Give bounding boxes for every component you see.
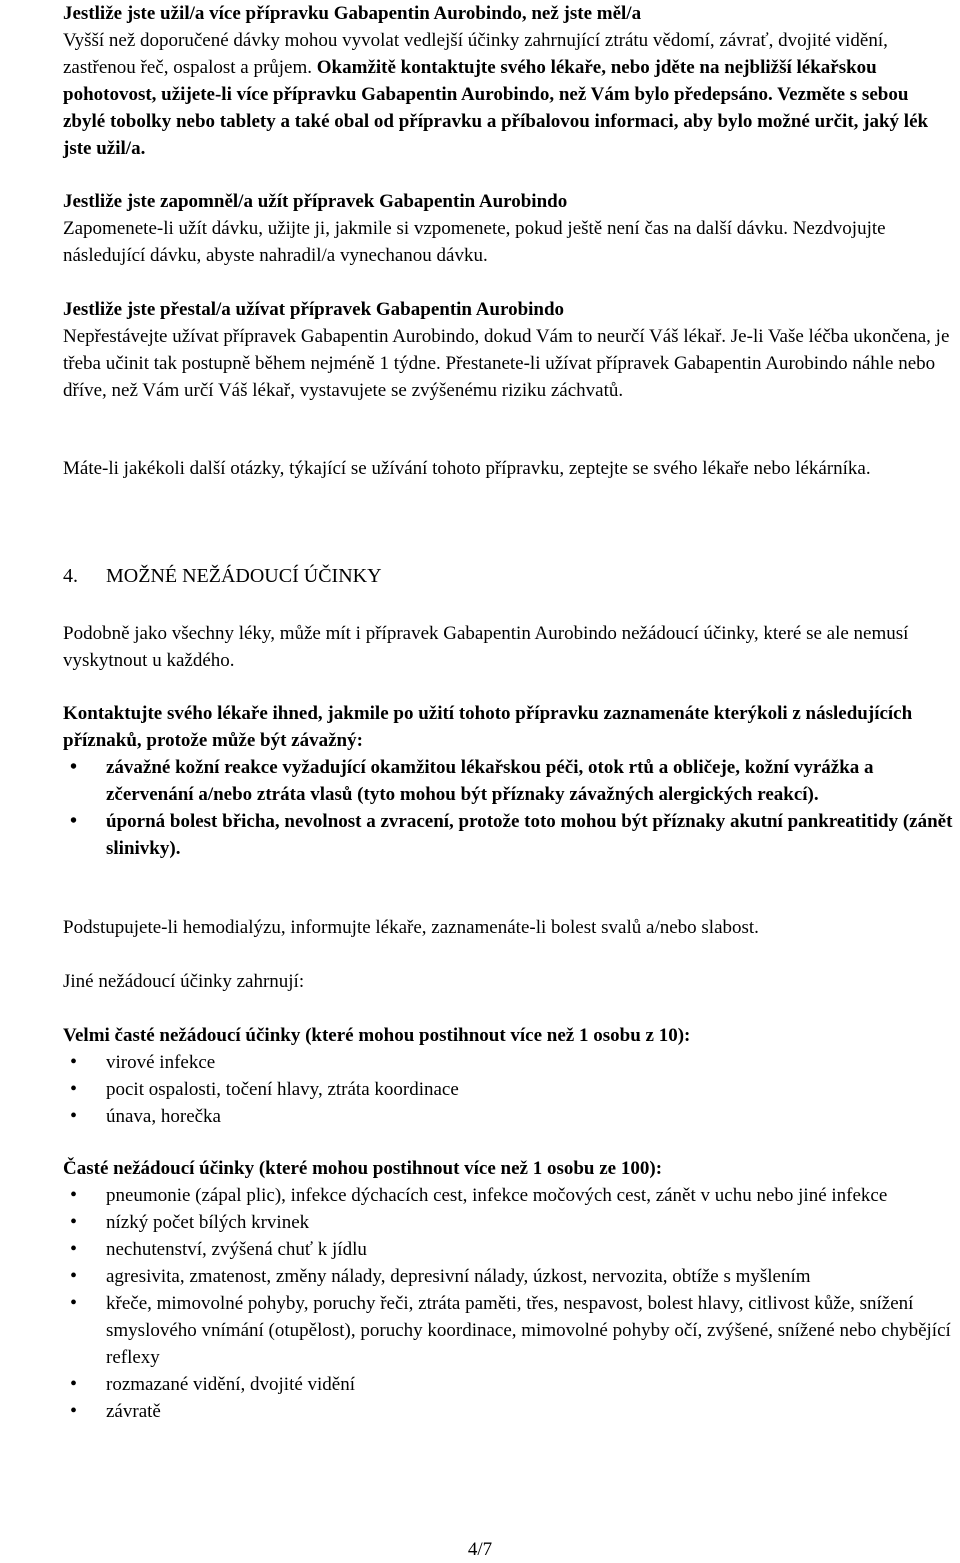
list-item: • závažné kožní reakce vyžadující okamžitou lékařskou péči, otok rtů a obličeje, kožní vyrážka a zčervenání a/nebo ztráta vlasů (tyto mohou být příznaky závažných alergických reakcí).: [63, 754, 953, 808]
other-effects-section: [63, 968, 953, 995]
hemodialysis-section: [63, 914, 953, 941]
questions-text: Máte-li jakékoli další otázky, týkající se užívání tohoto přípravku, zeptejte se svého lékaře nebo lékárníka.: [63, 458, 871, 479]
list-item: • virové infekce: [63, 1049, 953, 1076]
section-4-heading: [63, 563, 953, 590]
stop-heading: Jestliže jste přestal/a užívat přípravek Gabapentin Aurobindo: [63, 299, 565, 320]
intro-section: [63, 620, 953, 674]
list-item: • nízký počet bílých krvinek: [63, 1209, 953, 1236]
intro-text: Podobně jako všechny léky, může mít i přípravek Gabapentin Aurobindo nežádoucí účinky, které se ale nemusí vyskytnout u každého.: [63, 623, 909, 671]
list-item: • agresivita, zmatenost, změny nálady, depresivní nálady, úzkost, nervozita, obtíže s myšlením: [63, 1263, 953, 1290]
forgot-heading: Jestliže jste zapomněl/a užít přípravek Gabapentin Aurobindo: [63, 191, 568, 212]
list-item: • pocit ospalosti, točení hlavy, ztráta koordinace: [63, 1076, 953, 1103]
contact-list: [63, 754, 953, 862]
other-effects-label: Jiné nežádoucí účinky zahrnují:: [63, 971, 305, 992]
questions-section: [63, 455, 953, 482]
list-item: • nechutenství, zvýšená chuť k jídlu: [63, 1236, 953, 1263]
very-common-section: [63, 1022, 953, 1130]
overdose-heading: Jestliže jste užil/a více přípravku Gabapentin Aurobindo, než jste měl/a: [63, 3, 642, 24]
very-common-list: [63, 1049, 953, 1130]
list-item: • závratě: [63, 1398, 953, 1425]
common-list: [63, 1182, 953, 1425]
section-4-number: 4.: [63, 565, 78, 587]
contact-heading: Kontaktujte svého lékaře ihned, jakmile po užití tohoto přípravku zaznamenáte kterýkoli z následujících příznaků, protože může být závažný:: [63, 703, 913, 751]
overdose-text-1: Vyšší než doporučené dávky mohou vyvolat vedlejší účinky zahrnující ztrátu vědomí, závrať, dvojité vidění, zastřenou řeč, ospalost a průjem.: [63, 30, 888, 78]
forgot-text: Zapomenete-li užít dávku, užijte ji, jakmile si vzpomenete, pokud ještě není čas na další dávku. Nezdvojujte následující dávku, abyste nahradil/a vynechanou dávku.: [63, 218, 886, 266]
list-item: • pneumonie (zápal plic), infekce dýchacích cest, infekce močových cest, zánět v uchu nebo jiné infekce: [63, 1182, 953, 1209]
stop-section: [63, 296, 953, 404]
common-section: [63, 1155, 953, 1425]
contact-section: [63, 700, 953, 862]
section-4-title: MOŽNÉ NEŽÁDOUCÍ ÚČINKY: [106, 565, 382, 587]
list-item: • únava, horečka: [63, 1103, 953, 1130]
common-heading: Časté nežádoucí účinky (které mohou postihnout více než 1 osobu ze 100):: [63, 1158, 663, 1179]
list-item: • křeče, mimovolné pohyby, poruchy řeči, ztráta paměti, třes, nespavost, bolest hlavy, citlivost kůže, snížení smyslového vnímání (otupělost), poruchy koordinace, mimovolné pohyby očí, zvýšené, snížené nebo chybějící reflexy: [63, 1290, 953, 1371]
stop-text: Nepřestávejte užívat přípravek Gabapentin Aurobindo, dokud Vám to neurčí Váš lékař. Je-li Vaše léčba ukončena, je třeba učinit tak postupně během nejméně 1 týdne. Přestanete-li užívat přípravek Gabapentin Aurobindo náhle nebo dříve, než Vám určí Váš lékař, vystavujete se zvýšenému riziku záchvatů.: [63, 326, 950, 401]
list-item: • rozmazané vidění, dvojité vidění: [63, 1371, 953, 1398]
hemodialysis-text: Podstupujete-li hemodialýzu, informujte lékaře, zaznamenáte-li bolest svalů a/nebo slabost.: [63, 917, 759, 938]
forgot-section: [63, 188, 953, 269]
page-number: 4/7: [467, 1539, 493, 1560]
overdose-section: [63, 0, 953, 162]
list-item: • úporná bolest břicha, nevolnost a zvracení, protože toto mohou být příznaky akutní pankreatitidy (zánět slinivky).: [63, 808, 953, 862]
very-common-heading: Velmi časté nežádoucí účinky (které mohou postihnout více než 1 osobu z 10):: [63, 1025, 691, 1046]
overdose-text-2: Okamžitě kontaktujte svého lékaře, nebo jděte na nejbližší lékařskou pohotovost, užijete-li více přípravku Gabapentin Aurobindo, než Vám bylo předepsáno. Vezměte s sebou zbylé tobolky nebo tablety a také obal od přípravku a příbalovou informaci, aby bylo možné určit, jaký lék jste užil/a.: [63, 57, 929, 159]
